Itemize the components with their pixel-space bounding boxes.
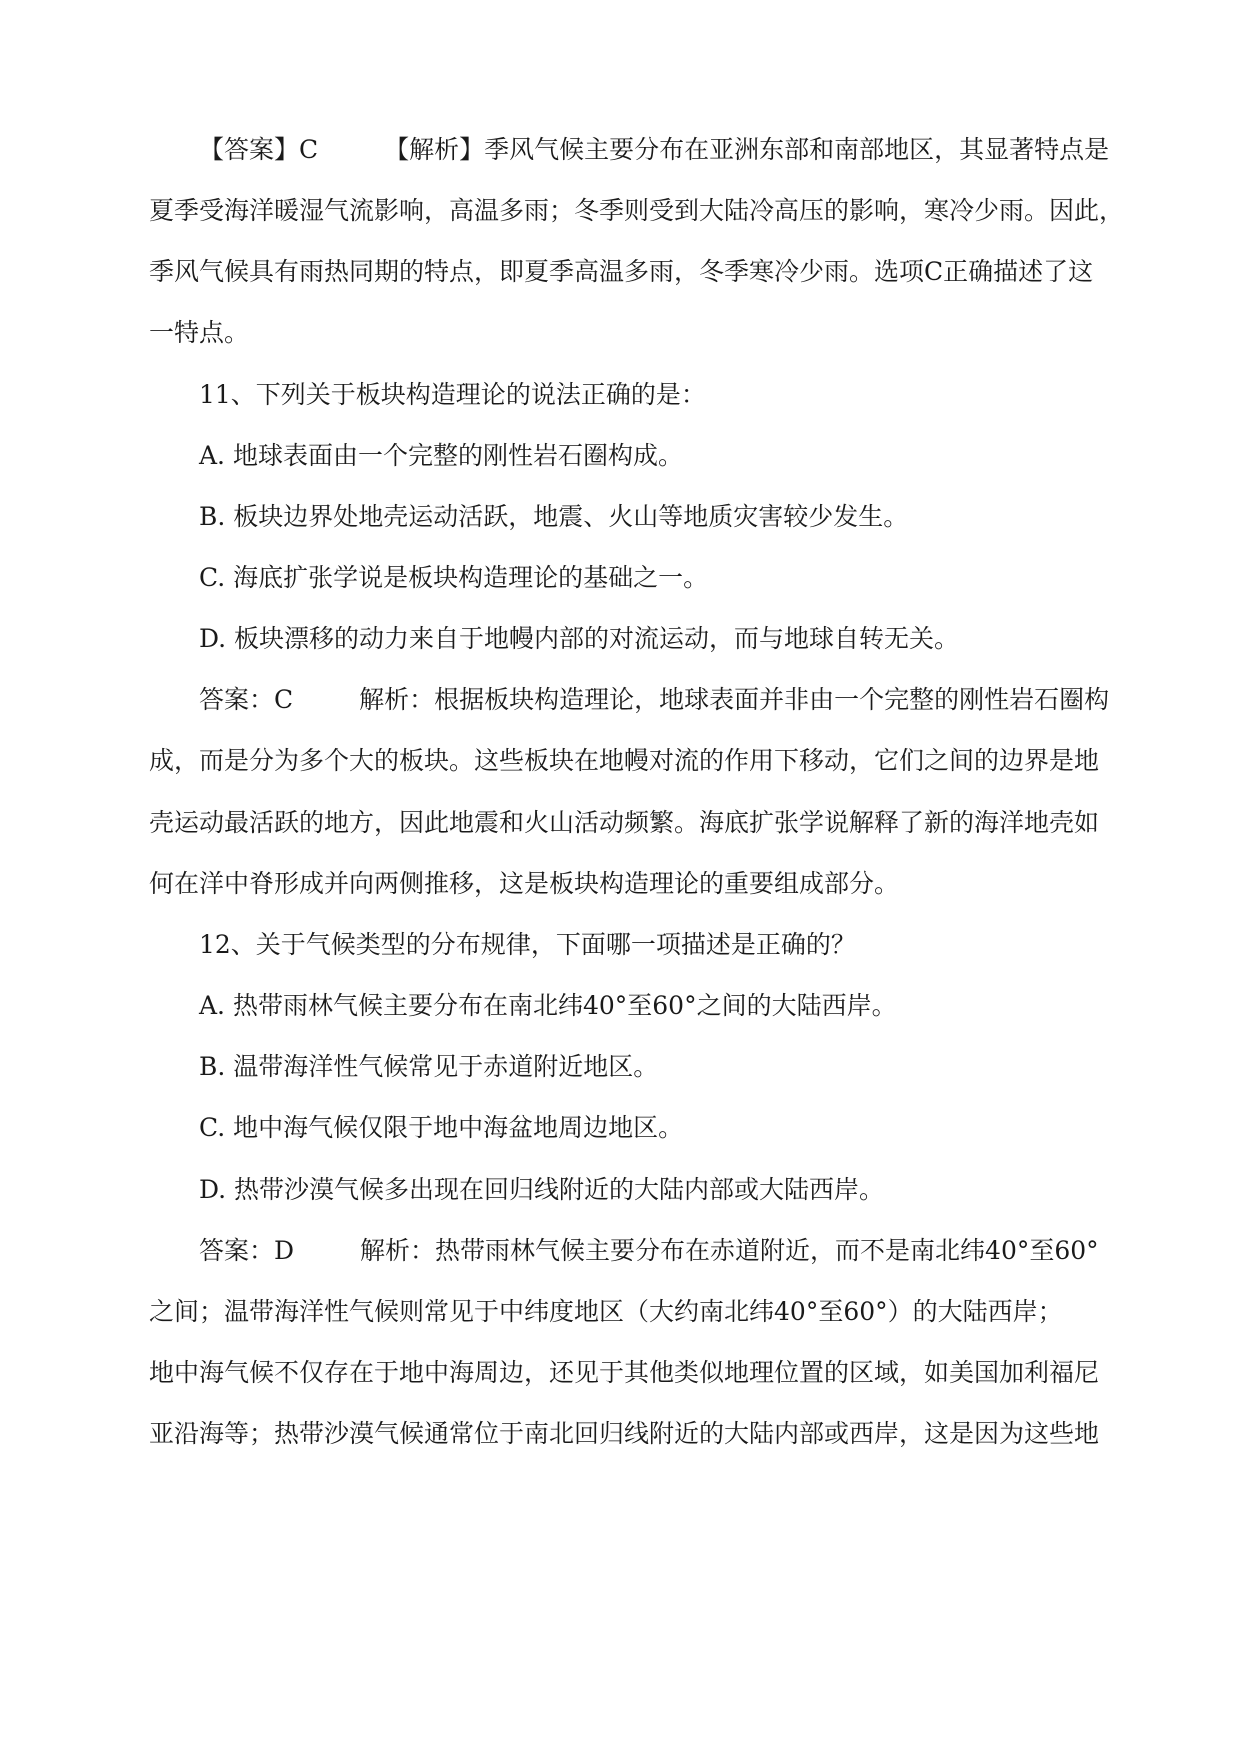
option-a: A. 热带雨林气候主要分布在南北纬40°至60°之间的大陆西岸。: [199, 991, 897, 1020]
analysis-text: 解析：根据板块构造理论，地球表面并非由一个完整的刚性岩石圈构: [359, 685, 1110, 714]
paragraph-line: 壳运动最活跃的地方，因此地震和火山活动频繁。海底扩张学说解释了新的海洋地壳如: [149, 808, 1100, 837]
answer-analysis-line: [199, 135, 1109, 165]
paragraph-line: 夏季受海洋暖湿气流影响，高温多雨；冬季则受到大陆冷高压的影响，寒冷少雨。因此，: [149, 196, 1125, 225]
paragraph-line: 成，而是分为多个大的板块。这些板块在地幔对流的作用下移动，它们之间的边界是地: [149, 746, 1100, 775]
option-d: D. 热带沙漠气候多出现在回归线附近的大陆内部或大陆西岸。: [199, 1175, 885, 1204]
option-a: A. 地球表面由一个完整的刚性岩石圈构成。: [199, 441, 683, 470]
question-stem: 11、下列关于板块构造理论的说法正确的是：: [199, 380, 706, 409]
option-b: B. 板块边界处地壳运动活跃，地震、火山等地质灾害较少发生。: [199, 502, 909, 531]
paragraph-line: 一特点。: [149, 318, 250, 347]
paragraph-line: 地中海气候不仅存在于地中海周边，还见于其他类似地理位置的区域，如美国加利福尼: [149, 1358, 1100, 1387]
answer-label: 答案：C: [199, 685, 294, 714]
analysis-text: 【解析】季风气候主要分布在亚洲东部和南部地区，其显著特点是: [384, 135, 1110, 164]
option-b: B. 温带海洋性气候常见于赤道附近地区。: [199, 1052, 659, 1081]
question-stem: 12、关于气候类型的分布规律，下面哪一项描述是正确的？: [199, 930, 856, 959]
answer-analysis-line: [199, 685, 1109, 715]
paragraph-line: 之间；温带海洋性气候则常见于中纬度地区（大约南北纬40°至60°）的大陆西岸；: [149, 1297, 1063, 1326]
option-c: C. 海底扩张学说是板块构造理论的基础之一。: [199, 563, 709, 592]
answer-label: 答案：D: [199, 1236, 295, 1265]
paragraph-line: 亚沿海等；热带沙漠气候通常位于南北回归线附近的大陆内部或西岸，这是因为这些地: [149, 1419, 1100, 1448]
option-c: C. 地中海气候仅限于地中海盆地周边地区。: [199, 1113, 684, 1142]
analysis-text: 解析：热带雨林气候主要分布在赤道附近，而不是南北纬40°至60°: [360, 1236, 1099, 1265]
paragraph-line: 何在洋中脊形成并向两侧推移，这是板块构造理论的重要组成部分。: [149, 869, 900, 898]
answer-label: 【答案】C: [199, 135, 319, 164]
option-d: D. 板块漂移的动力来自于地幔内部的对流运动，而与地球自转无关。: [199, 624, 960, 653]
answer-analysis-line: [199, 1236, 1099, 1266]
paragraph-line: 季风气候具有雨热同期的特点，即夏季高温多雨，冬季寒冷少雨。选项C正确描述了这: [149, 257, 1094, 286]
